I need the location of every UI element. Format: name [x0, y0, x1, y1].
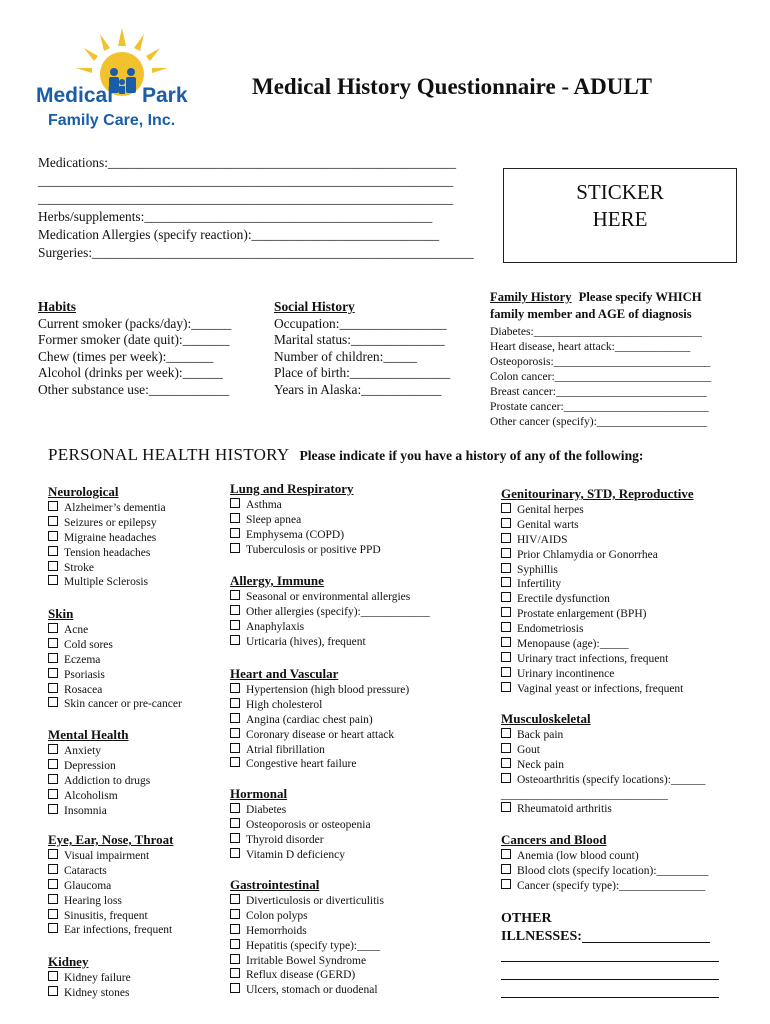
section-eye-ear-nose-throat: [48, 833, 173, 938]
checkbox-item[interactable]: Prostate enlargement (BPH): [501, 607, 694, 622]
family-field[interactable]: Prostate cancer:_________________________: [490, 400, 709, 413]
checkbox-item[interactable]: Thyroid disorder: [230, 833, 371, 848]
osteoarthritis-locations-blank[interactable]: _____________________________: [501, 788, 668, 801]
section-header: Kidney: [48, 954, 89, 969]
checkbox-item[interactable]: Emphysema (COPD): [230, 528, 381, 543]
checkbox-item[interactable]: Urinary incontinence: [501, 667, 694, 682]
checkbox[interactable]: [230, 698, 240, 708]
checkbox-item[interactable]: Menopause (age):_____: [501, 637, 694, 652]
checkbox[interactable]: [48, 759, 58, 769]
section-header: Gastrointestinal: [230, 877, 320, 892]
social-field[interactable]: Place of birth:_______________: [274, 365, 451, 380]
checkbox[interactable]: [230, 605, 240, 615]
section-header: Cancers and Blood: [501, 832, 607, 847]
checkbox[interactable]: [230, 498, 240, 508]
checkbox-item[interactable]: Anemia (low blood count): [501, 849, 708, 864]
family-field[interactable]: Other cancer (specify):___________________: [490, 415, 707, 428]
checkbox-item[interactable]: Addiction to drugs: [48, 774, 150, 789]
checkbox-item[interactable]: Osteoarthritis (specify locations):______: [501, 773, 705, 788]
social-history-header: Social History: [274, 299, 355, 314]
section-mental-health: [48, 728, 150, 818]
checkbox[interactable]: [501, 622, 511, 632]
social-field[interactable]: Marital status:______________: [274, 332, 445, 347]
section-genitourinary: [501, 487, 694, 697]
checkbox-item[interactable]: Cancer (specify type):_______________: [501, 879, 708, 894]
section-header: Hormonal: [230, 786, 288, 801]
family-history-header: Family History: [490, 290, 572, 304]
checkbox-item[interactable]: Cold sores: [48, 638, 182, 653]
personal-health-title: PERSONAL HEALTH HISTORY: [48, 445, 290, 464]
checkbox-item[interactable]: Atrial fibrillation: [230, 743, 409, 758]
checkbox-item[interactable]: Cataracts: [48, 864, 173, 879]
section-header: Heart and Vascular: [230, 666, 339, 681]
section-header: Skin: [48, 606, 74, 621]
section-header: Neurological: [48, 484, 119, 499]
sun-family-logo-icon: [34, 26, 194, 130]
checkbox[interactable]: [230, 513, 240, 523]
checkbox-item[interactable]: Glaucoma: [48, 879, 173, 894]
family-history-section: [490, 289, 711, 429]
family-history-note: Please specify WHICH: [578, 290, 702, 304]
checkbox-item[interactable]: Visual impairment: [48, 849, 173, 864]
checkbox-item[interactable]: Asthma: [230, 498, 381, 513]
checkbox[interactable]: [230, 894, 240, 904]
habits-section: [38, 299, 231, 398]
checkbox[interactable]: [501, 592, 511, 602]
checkbox[interactable]: [501, 743, 511, 753]
checkbox-item[interactable]: Anxiety: [48, 744, 150, 759]
section-neurological: [48, 485, 166, 590]
checkbox-item[interactable]: Ulcers, stomach or duodenal: [230, 983, 384, 998]
checkbox[interactable]: [501, 652, 511, 662]
section-header: Allergy, Immune: [230, 573, 324, 588]
medications-blank-line[interactable]: ______________________________________________________________: [38, 173, 454, 188]
other-illnesses-line[interactable]: [501, 979, 719, 980]
habits-header: Habits: [38, 299, 76, 314]
checkbox-item[interactable]: Seasonal or environmental allergies: [230, 590, 430, 605]
section-gastrointestinal: [230, 878, 384, 998]
social-history-section: [274, 299, 450, 398]
checkbox-item[interactable]: Vaginal yeast or infections, frequent: [501, 682, 694, 697]
checkbox-item[interactable]: Hemorrhoids: [230, 924, 384, 939]
checkbox-item[interactable]: Osteoporosis or osteopenia: [230, 818, 371, 833]
checkbox[interactable]: [48, 668, 58, 678]
checkbox[interactable]: [48, 638, 58, 648]
personal-health-subtitle: Please indicate if you have a history of any of the following:: [299, 448, 644, 463]
checkbox-item[interactable]: Kidney failure: [48, 971, 131, 986]
checkbox[interactable]: [48, 697, 58, 707]
page-title: Medical History Questionnaire - ADULT: [252, 74, 652, 99]
checkbox-item[interactable]: Urinary tract infections, frequent: [501, 652, 694, 667]
checkbox[interactable]: [501, 758, 511, 768]
checkbox-item[interactable]: Tuberculosis or positive PPD: [230, 543, 381, 558]
checkbox-item[interactable]: Neck pain: [501, 758, 705, 773]
checkbox-item[interactable]: Hearing loss: [48, 894, 173, 909]
checkbox[interactable]: [501, 667, 511, 677]
checkbox-item[interactable]: Genital warts: [501, 518, 694, 533]
section-header: Eye, Ear, Nose, Throat: [48, 832, 174, 847]
checkbox[interactable]: [501, 864, 511, 874]
section-lung-respiratory: [230, 482, 381, 558]
habit-field[interactable]: Alcohol (drinks per week):______: [38, 365, 223, 380]
family-field[interactable]: Diabetes:_____________________________: [490, 325, 702, 338]
checkbox-item[interactable]: Vitamin D deficiency: [230, 848, 371, 863]
checkbox-item[interactable]: Urticaria (hives), frequent: [230, 635, 430, 650]
checkbox-item[interactable]: Kidney stones: [48, 986, 131, 1001]
checkbox-item[interactable]: Hepatitis (specify type):____: [230, 939, 384, 954]
checkbox[interactable]: [48, 516, 58, 526]
checkbox[interactable]: [48, 894, 58, 904]
medications-blank-line[interactable]: ______________________________________________________________: [38, 191, 454, 206]
checkbox[interactable]: [230, 743, 240, 753]
checkbox-item[interactable]: Irritable Bowel Syndrome: [230, 954, 384, 969]
checkbox-item[interactable]: Sleep apnea: [230, 513, 381, 528]
checkbox[interactable]: [501, 728, 511, 738]
checkbox-item[interactable]: Hypertension (high blood pressure): [230, 683, 409, 698]
section-header: Musculoskeletal: [501, 711, 591, 726]
other-illnesses-line[interactable]: [582, 942, 710, 943]
checkbox[interactable]: [48, 909, 58, 919]
checkbox[interactable]: [48, 623, 58, 633]
checkbox[interactable]: [501, 637, 511, 647]
checkbox[interactable]: [230, 683, 240, 693]
other-illnesses-line[interactable]: [501, 997, 719, 998]
surgeries-field[interactable]: Surgeries:_________________________________________________________: [38, 245, 474, 260]
medication-allergies-field[interactable]: Medication Allergies (specify reaction):____________________________: [38, 227, 440, 242]
checkbox[interactable]: [230, 590, 240, 600]
sticker-label: HERE: [592, 207, 648, 231]
checkbox-item[interactable]: Rheumatoid arthritis: [501, 802, 705, 817]
checkbox[interactable]: [230, 939, 240, 949]
sticker-label: STICKER: [576, 180, 664, 204]
checkbox[interactable]: [230, 983, 240, 993]
medications-field[interactable]: Medications:____________________________________________________: [38, 155, 457, 170]
section-header: Lung and Respiratory: [230, 481, 354, 496]
other-illnesses: [501, 910, 710, 946]
family-field[interactable]: Osteoporosis:___________________________: [490, 355, 711, 368]
section-musculoskeletal: [501, 712, 705, 817]
checkbox-item[interactable]: Psoriasis: [48, 668, 182, 683]
checkbox[interactable]: [48, 789, 58, 799]
family-field[interactable]: Heart disease, heart attack:_____________: [490, 340, 691, 353]
checkbox-item[interactable]: Alcoholism: [48, 789, 150, 804]
other-illnesses-label: ILLNESSES:: [501, 929, 582, 944]
checkbox-item[interactable]: Skin cancer or pre-cancer: [48, 697, 182, 712]
family-history-note: family member and AGE of diagnosis: [490, 307, 692, 321]
checkbox-item[interactable]: Depression: [48, 759, 150, 774]
checkbox[interactable]: [48, 986, 58, 996]
checkbox-item[interactable]: Seizures or epilepsy: [48, 516, 166, 531]
logo-park-text: Park: [142, 84, 188, 107]
checkbox-item[interactable]: High cholesterol: [230, 698, 409, 713]
personal-health-history-heading: [48, 445, 643, 465]
habit-field[interactable]: Other substance use:____________: [38, 381, 230, 397]
checkbox[interactable]: [48, 561, 58, 571]
logo-subtitle-text: Family Care, Inc.: [48, 112, 176, 129]
checkbox[interactable]: [501, 518, 511, 528]
checkbox[interactable]: [48, 923, 58, 933]
checkbox-item[interactable]: Genital herpes: [501, 503, 694, 518]
checkbox-item[interactable]: Prior Chlamydia or Gonorrhea: [501, 548, 694, 563]
section-allergy-immune: [230, 574, 430, 650]
social-field[interactable]: Years in Alaska:____________: [274, 381, 442, 397]
section-kidney: [48, 955, 131, 1001]
checkbox[interactable]: [230, 968, 240, 978]
checkbox-item[interactable]: Endometriosis: [501, 622, 694, 637]
checkbox-item[interactable]: Syphillis: [501, 563, 694, 578]
checkbox[interactable]: [501, 503, 511, 513]
herbs-field[interactable]: Herbs/supplements:___________________________________________: [38, 209, 433, 224]
checkbox[interactable]: [48, 879, 58, 889]
checkbox[interactable]: [230, 713, 240, 723]
checkbox-item[interactable]: Other allergies (specify):____________: [230, 605, 430, 620]
checkbox-item[interactable]: Acne: [48, 623, 182, 638]
checkbox-item[interactable]: Tension headaches: [48, 546, 166, 561]
checkbox[interactable]: [48, 531, 58, 541]
habit-field[interactable]: Chew (times per week):_______: [38, 348, 214, 364]
clinic-logo: [34, 26, 194, 130]
checkbox-item[interactable]: Stroke: [48, 561, 166, 576]
logo-medical-text: Medical: [36, 84, 114, 107]
checkbox-item[interactable]: Congestive heart failure: [230, 757, 409, 772]
checkbox[interactable]: [230, 728, 240, 738]
checkbox[interactable]: [230, 528, 240, 538]
checkbox[interactable]: [48, 575, 58, 585]
checkbox-item[interactable]: Sinusitis, frequent: [48, 909, 173, 924]
checkbox[interactable]: [501, 773, 511, 783]
checkbox-item[interactable]: HIV/AIDS: [501, 533, 694, 548]
family-field[interactable]: Breast cancer:__________________________: [490, 385, 707, 398]
social-field[interactable]: Occupation:________________: [274, 315, 447, 331]
checkbox[interactable]: [501, 802, 511, 812]
checkbox-item[interactable]: Multiple Sclerosis: [48, 575, 166, 590]
checkbox[interactable]: [501, 607, 511, 617]
checkbox[interactable]: [230, 803, 240, 813]
checkbox[interactable]: [501, 577, 511, 587]
section-skin: [48, 607, 182, 712]
checkbox-item[interactable]: Blood clots (specify location):_________: [501, 864, 708, 879]
section-heart-vascular: [230, 667, 409, 772]
checkbox[interactable]: [230, 543, 240, 553]
checkbox-item[interactable]: Erectile dysfunction: [501, 592, 694, 607]
checkbox-item[interactable]: Diverticulosis or diverticulitis: [230, 894, 384, 909]
checkbox-item[interactable]: Angina (cardiac chest pain): [230, 713, 409, 728]
checkbox-item[interactable]: Coronary disease or heart attack: [230, 728, 409, 743]
checkbox[interactable]: [230, 924, 240, 934]
checkbox-item[interactable]: Infertility: [501, 577, 694, 592]
checkbox[interactable]: [48, 864, 58, 874]
checkbox[interactable]: [48, 849, 58, 859]
checkbox[interactable]: [230, 757, 240, 767]
section-hormonal: [230, 787, 371, 863]
social-field[interactable]: Number of children:_____: [274, 348, 417, 364]
section-header: Genitourinary, STD, Reproductive: [501, 486, 694, 501]
checkbox[interactable]: [48, 683, 58, 693]
checkbox-item[interactable]: Back pain: [501, 728, 705, 743]
checkbox[interactable]: [48, 653, 58, 663]
checkbox-item[interactable]: Rosacea: [48, 683, 182, 698]
checkbox-item[interactable]: Gout: [501, 743, 705, 758]
checkbox[interactable]: [230, 620, 240, 630]
habit-field[interactable]: Current smoker (packs/day):______: [38, 315, 232, 331]
section-cancers-blood: [501, 833, 708, 894]
checkbox[interactable]: [230, 833, 240, 843]
checkbox[interactable]: [501, 682, 511, 692]
checkbox-item[interactable]: Anaphylaxis: [230, 620, 430, 635]
checkbox-item[interactable]: Migraine headaches: [48, 531, 166, 546]
checkbox[interactable]: [230, 848, 240, 858]
checkbox[interactable]: [501, 879, 511, 889]
checkbox-item[interactable]: Alzheimer’s dementia: [48, 501, 166, 516]
checkbox-item[interactable]: Diabetes: [230, 803, 371, 818]
checkbox[interactable]: [48, 546, 58, 556]
checkbox-item[interactable]: Colon polyps: [230, 909, 384, 924]
checkbox[interactable]: [48, 804, 58, 814]
other-illnesses-line[interactable]: [501, 961, 719, 962]
section-header: Mental Health: [48, 727, 129, 742]
checkbox[interactable]: [48, 501, 58, 511]
checkbox[interactable]: [48, 971, 58, 981]
checkbox-item[interactable]: Reflux disease (GERD): [230, 968, 384, 983]
sticker-box: [503, 168, 737, 263]
checkbox-item[interactable]: Eczema: [48, 653, 182, 668]
checkbox[interactable]: [501, 548, 511, 558]
checkbox[interactable]: [501, 563, 511, 573]
checkbox[interactable]: [501, 849, 511, 859]
family-field[interactable]: Colon cancer:___________________________: [490, 370, 712, 383]
checkbox[interactable]: [230, 909, 240, 919]
checkbox[interactable]: [230, 818, 240, 828]
checkbox-item[interactable]: Ear infections, frequent: [48, 923, 173, 938]
checkbox[interactable]: [230, 635, 240, 645]
habit-field[interactable]: Former smoker (date quit):_______: [38, 332, 230, 347]
checkbox[interactable]: [501, 533, 511, 543]
checkbox[interactable]: [48, 744, 58, 754]
checkbox[interactable]: [48, 774, 58, 784]
checkbox[interactable]: [230, 954, 240, 964]
other-illnesses-label: OTHER: [501, 911, 552, 926]
checkbox-item[interactable]: Insomnia: [48, 804, 150, 819]
